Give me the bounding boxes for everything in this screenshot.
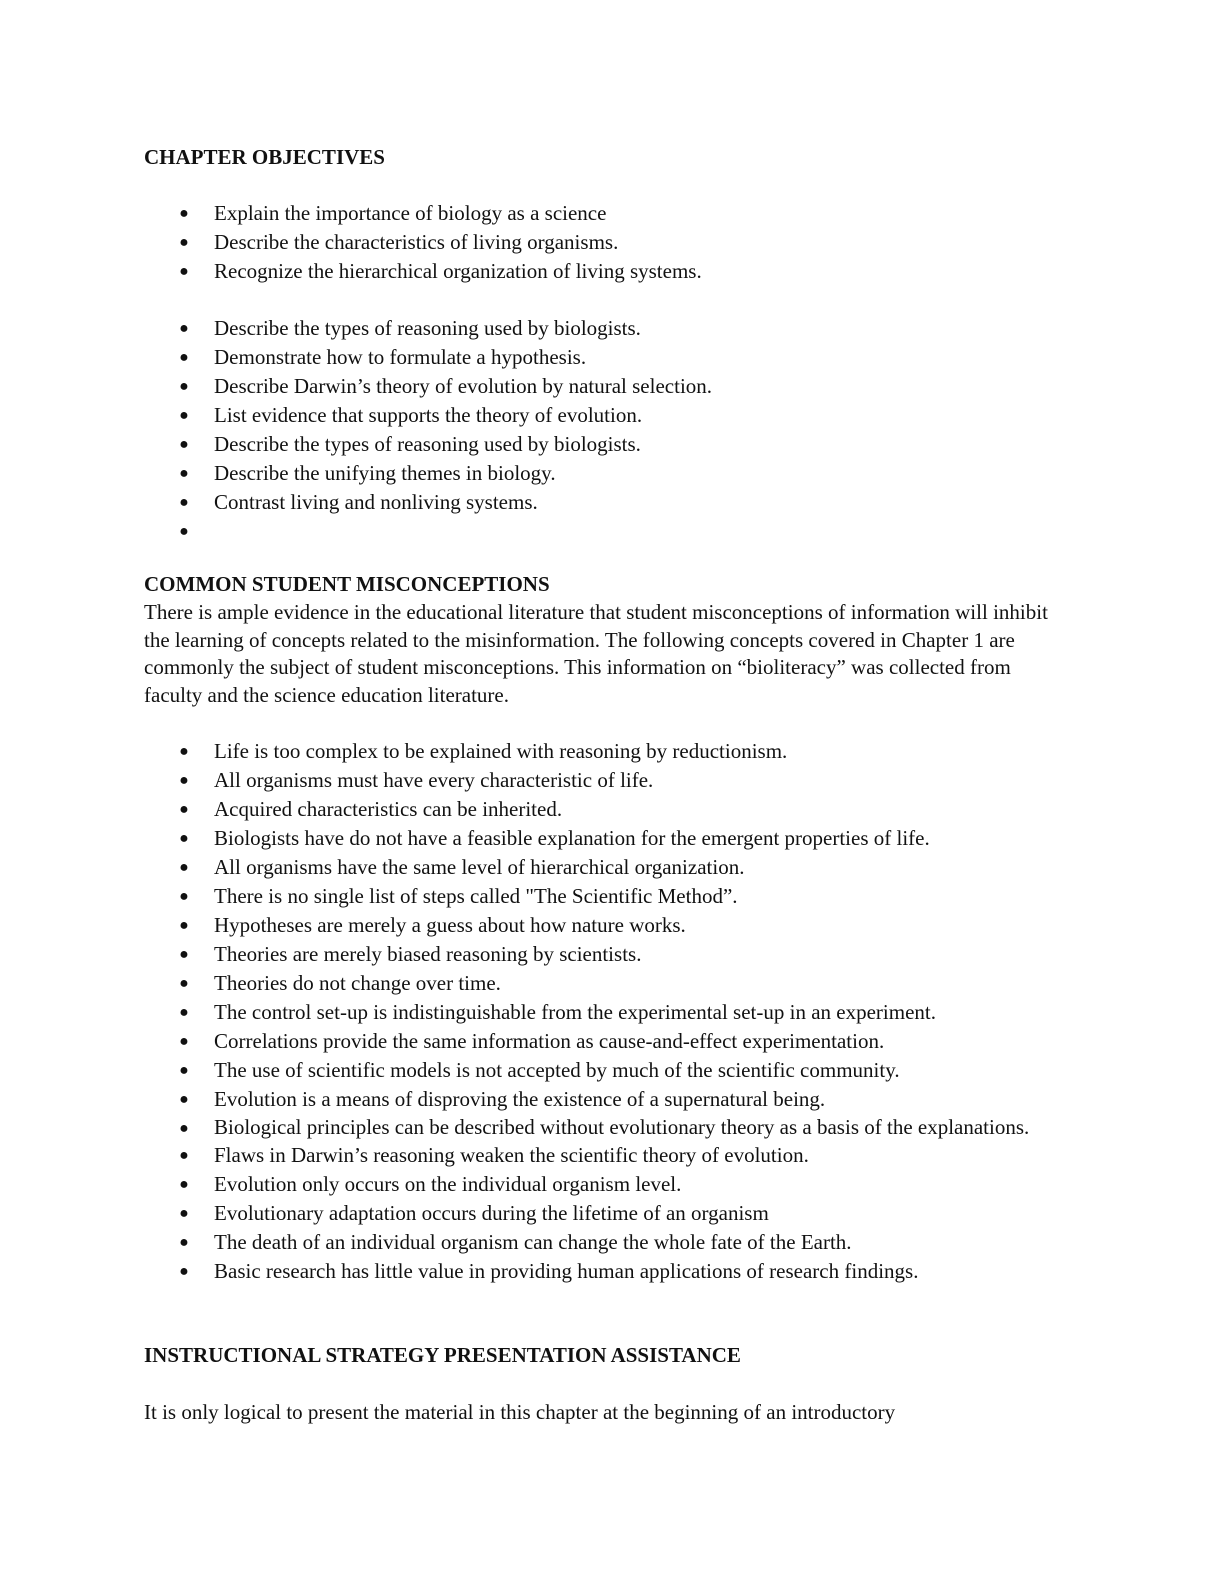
list-item: ● Evolutionary adaptation occurs during the lifetime of an organism bbox=[144, 1199, 1044, 1228]
bullet-icon: ● bbox=[179, 975, 189, 992]
bullet-icon: ● bbox=[179, 1263, 189, 1280]
bullet-icon: ● bbox=[179, 407, 189, 424]
bullet-icon: ● bbox=[179, 1004, 189, 1021]
bullet-icon: ● bbox=[179, 523, 189, 540]
bullet-icon: ● bbox=[179, 772, 189, 789]
list-item: ● Hypotheses are merely a guess about how nature works. bbox=[144, 911, 1044, 940]
misconceptions-heading: COMMON STUDENT MISCONCEPTIONS bbox=[144, 572, 550, 596]
bullet-icon: ● bbox=[179, 349, 189, 366]
bullet-icon: ● bbox=[179, 946, 189, 963]
list-item: ● Demonstrate how to formulate a hypothesis. bbox=[144, 343, 1044, 372]
bullet-icon: ● bbox=[179, 859, 189, 876]
list-item: ● All organisms must have every characteristic of life. bbox=[144, 766, 1044, 795]
bullet-icon: ● bbox=[179, 494, 189, 511]
list-item: ● The control set-up is indistinguishable from the experimental set-up in an experiment. bbox=[144, 998, 1044, 1027]
list-item: ● Biological principles can be described without evolutionary theory as a basis of the explanations. bbox=[144, 1114, 1044, 1141]
list-item: ● Theories are merely biased reasoning by scientists. bbox=[144, 940, 1044, 969]
list-item: ● Describe the types of reasoning used by biologists. bbox=[144, 314, 1044, 343]
list-item: ● Life is too complex to be explained with reasoning by reductionism. bbox=[144, 737, 1044, 766]
list-item: ● Recognize the hierarchical organization of living systems. bbox=[144, 257, 1044, 286]
list-item: ● Biologists have do not have a feasible explanation for the emergent properties of life. bbox=[144, 824, 1044, 853]
bullet-icon: ● bbox=[179, 1234, 189, 1251]
bullet-icon: ● bbox=[179, 801, 189, 818]
list-item: ● Basic research has little value in providing human applications of research findings. bbox=[144, 1257, 1044, 1286]
objectives-list-1 bbox=[144, 199, 1044, 286]
list-item: ● All organisms have the same level of hierarchical organization. bbox=[144, 853, 1044, 882]
bullet-icon: ● bbox=[179, 465, 189, 482]
list-item: ● The death of an individual organism can change the whole fate of the Earth. bbox=[144, 1228, 1044, 1257]
instructional-strategy-heading: INSTRUCTIONAL STRATEGY PRESENTATION ASSISTANCE bbox=[144, 1343, 741, 1367]
objectives-list-2 bbox=[144, 314, 1044, 546]
bullet-icon: ● bbox=[179, 1091, 189, 1108]
list-item: ● The use of scientific models is not accepted by much of the scientific community. bbox=[144, 1056, 1044, 1085]
list-item: ● Flaws in Darwin’s reasoning weaken the scientific theory of evolution. bbox=[144, 1141, 1044, 1170]
bullet-icon: ● bbox=[179, 830, 189, 847]
list-item: ● Contrast living and nonliving systems. bbox=[144, 488, 1044, 517]
list-item: ● Describe the characteristics of living organisms. bbox=[144, 228, 1044, 257]
bullet-icon: ● bbox=[179, 917, 189, 934]
bullet-icon: ● bbox=[179, 1062, 189, 1079]
list-item: ● Evolution is a means of disproving the existence of a supernatural being. bbox=[144, 1085, 1044, 1114]
list-item: ● There is no single list of steps called "The Scientific Method”. bbox=[144, 882, 1044, 911]
list-item: ● Correlations provide the same information as cause-and-effect experimentation. bbox=[144, 1027, 1044, 1056]
bullet-icon: ● bbox=[179, 263, 189, 280]
bullet-icon: ● bbox=[179, 1205, 189, 1222]
chapter-objectives-heading: CHAPTER OBJECTIVES bbox=[144, 145, 385, 169]
list-item: ● Describe Darwin’s theory of evolution by natural selection. bbox=[144, 372, 1044, 401]
bullet-icon: ● bbox=[179, 320, 189, 337]
list-item: ● Describe the types of reasoning used by biologists. bbox=[144, 430, 1044, 459]
list-item-empty bbox=[144, 517, 1044, 546]
bullet-icon: ● bbox=[179, 234, 189, 251]
bullet-icon: ● bbox=[179, 205, 189, 222]
list-item: ● Theories do not change over time. bbox=[144, 969, 1044, 998]
list-item: ● Acquired characteristics can be inherited. bbox=[144, 795, 1044, 824]
bullet-icon: ● bbox=[179, 436, 189, 453]
bullet-icon: ● bbox=[179, 743, 189, 760]
bullet-icon: ● bbox=[179, 888, 189, 905]
list-item: ● Evolution only occurs on the individual organism level. bbox=[144, 1170, 1044, 1199]
bullet-icon: ● bbox=[179, 378, 189, 395]
instructional-strategy-text: It is only logical to present the material in this chapter at the beginning of an introductory bbox=[144, 1400, 896, 1424]
misconceptions-intro: There is ample evidence in the educational literature that student misconceptions of information will inhibit the learning of concepts related to the misinformation. The following concepts covered in Chapter 1 are commonly the subject of student misconceptions. This information on “bioliteracy” was collected from faculty and the science education literature. bbox=[144, 600, 1048, 707]
list-item: ● List evidence that supports the theory of evolution. bbox=[144, 401, 1044, 430]
bullet-icon: ● bbox=[179, 1120, 189, 1137]
list-item: ● Describe the unifying themes in biology. bbox=[144, 459, 1044, 488]
bullet-icon: ● bbox=[179, 1176, 189, 1193]
misconceptions-list bbox=[144, 737, 1044, 1286]
bullet-icon: ● bbox=[179, 1147, 189, 1164]
list-item: ● Explain the importance of biology as a science bbox=[144, 199, 1044, 228]
bullet-icon: ● bbox=[179, 1033, 189, 1050]
